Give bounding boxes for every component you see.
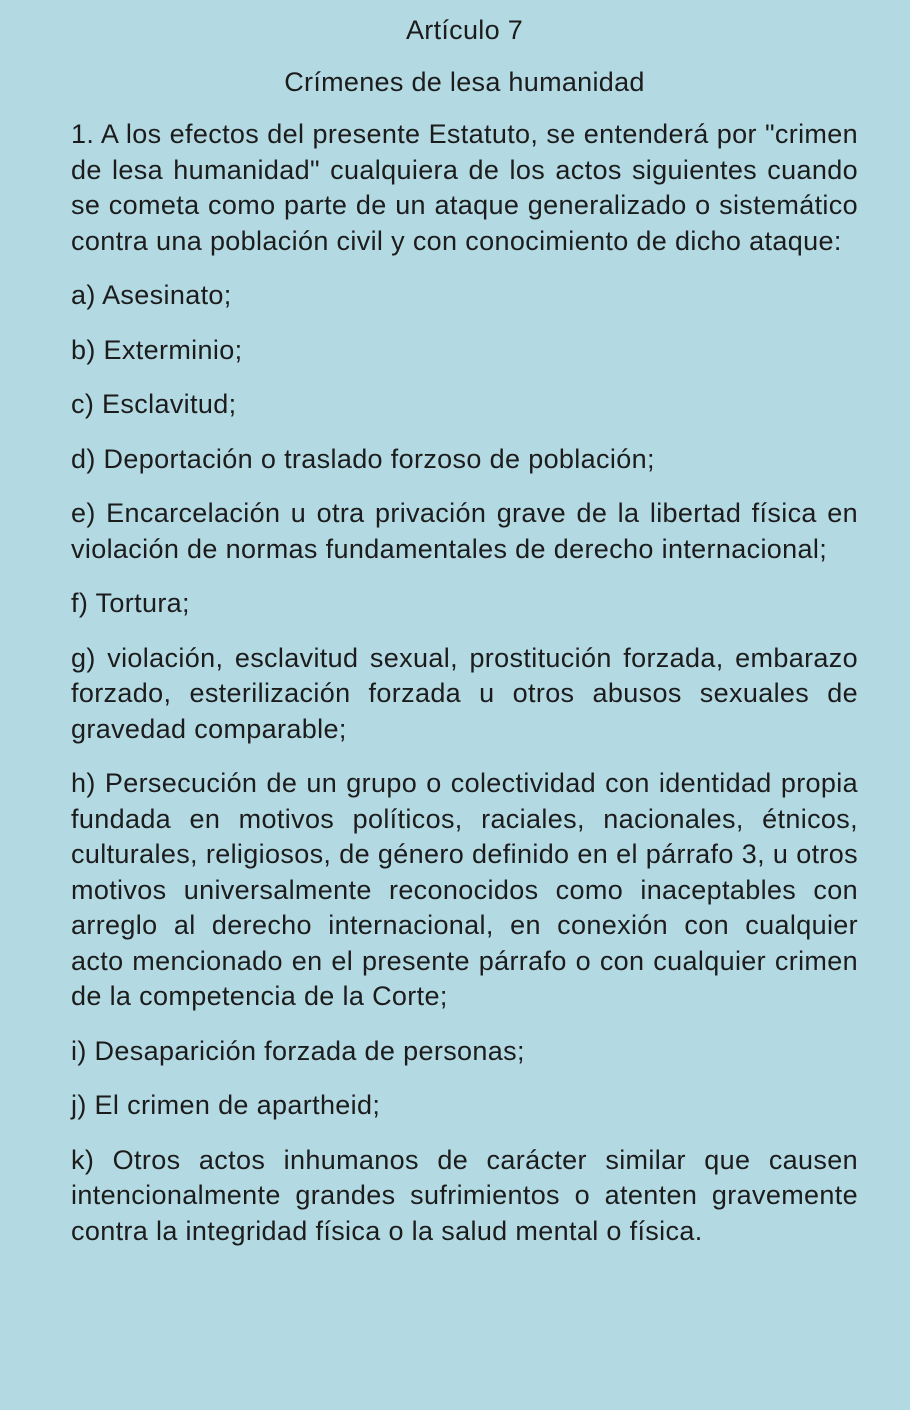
article-title: Artículo 7 [405,15,524,45]
list-item-d: d) Deportación o traslado forzoso de población; [71,443,655,474]
list-item-f: f) Tortura; [71,588,190,618]
list-item-a: a) Asesinato; [71,280,232,310]
list-item-j: j) El crimen de apartheid; [71,1090,381,1120]
list-item-k: k) Otros actos inhumanos de carácter similar que causen intencionalmente grandes sufrimientos o atenten gravemente contra la integridad física o la salud mental o física. [71,1144,858,1246]
list-item-e: e) Encarcelación u otra privación grave de la libertad física en violación de normas fundamentales de derecho internacional; [71,498,858,564]
list-item-c: c) Esclavitud; [71,389,237,419]
article-subtitle: Crímenes de lesa humanidad [284,67,645,97]
list-item-b: b) Exterminio; [71,334,243,365]
list-item-h: h) Persecución de un grupo o colectividad con identidad propia fundada en motivos políticos, raciales, nacionales, étnicos, culturales, religiosos, de género definido en el párrafo 3, u otros motivos universalmente reconocidos como inaceptables con arreglo al derecho internacional, en conexión con cualquier acto mencionado en el presente párrafo o con cualquier crimen de la competencia de la Corte; [71,768,858,1011]
list-item-i: i) Desaparición forzada de personas; [71,1035,525,1066]
list-item-g: g) violación, esclavitud sexual, prostitución forzada, embarazo forzado, esterilización forzada u otros abusos sexuales de gravedad comparable; [71,642,858,744]
intro-paragraph: 1. A los efectos del presente Estatuto, se entenderá por "crimen de lesa humanidad" cualquiera de los actos siguientes cuando se cometa como parte de un ataque generalizado o sistemático contra una población civil y con conocimiento de dicho ataque: [71,119,858,256]
